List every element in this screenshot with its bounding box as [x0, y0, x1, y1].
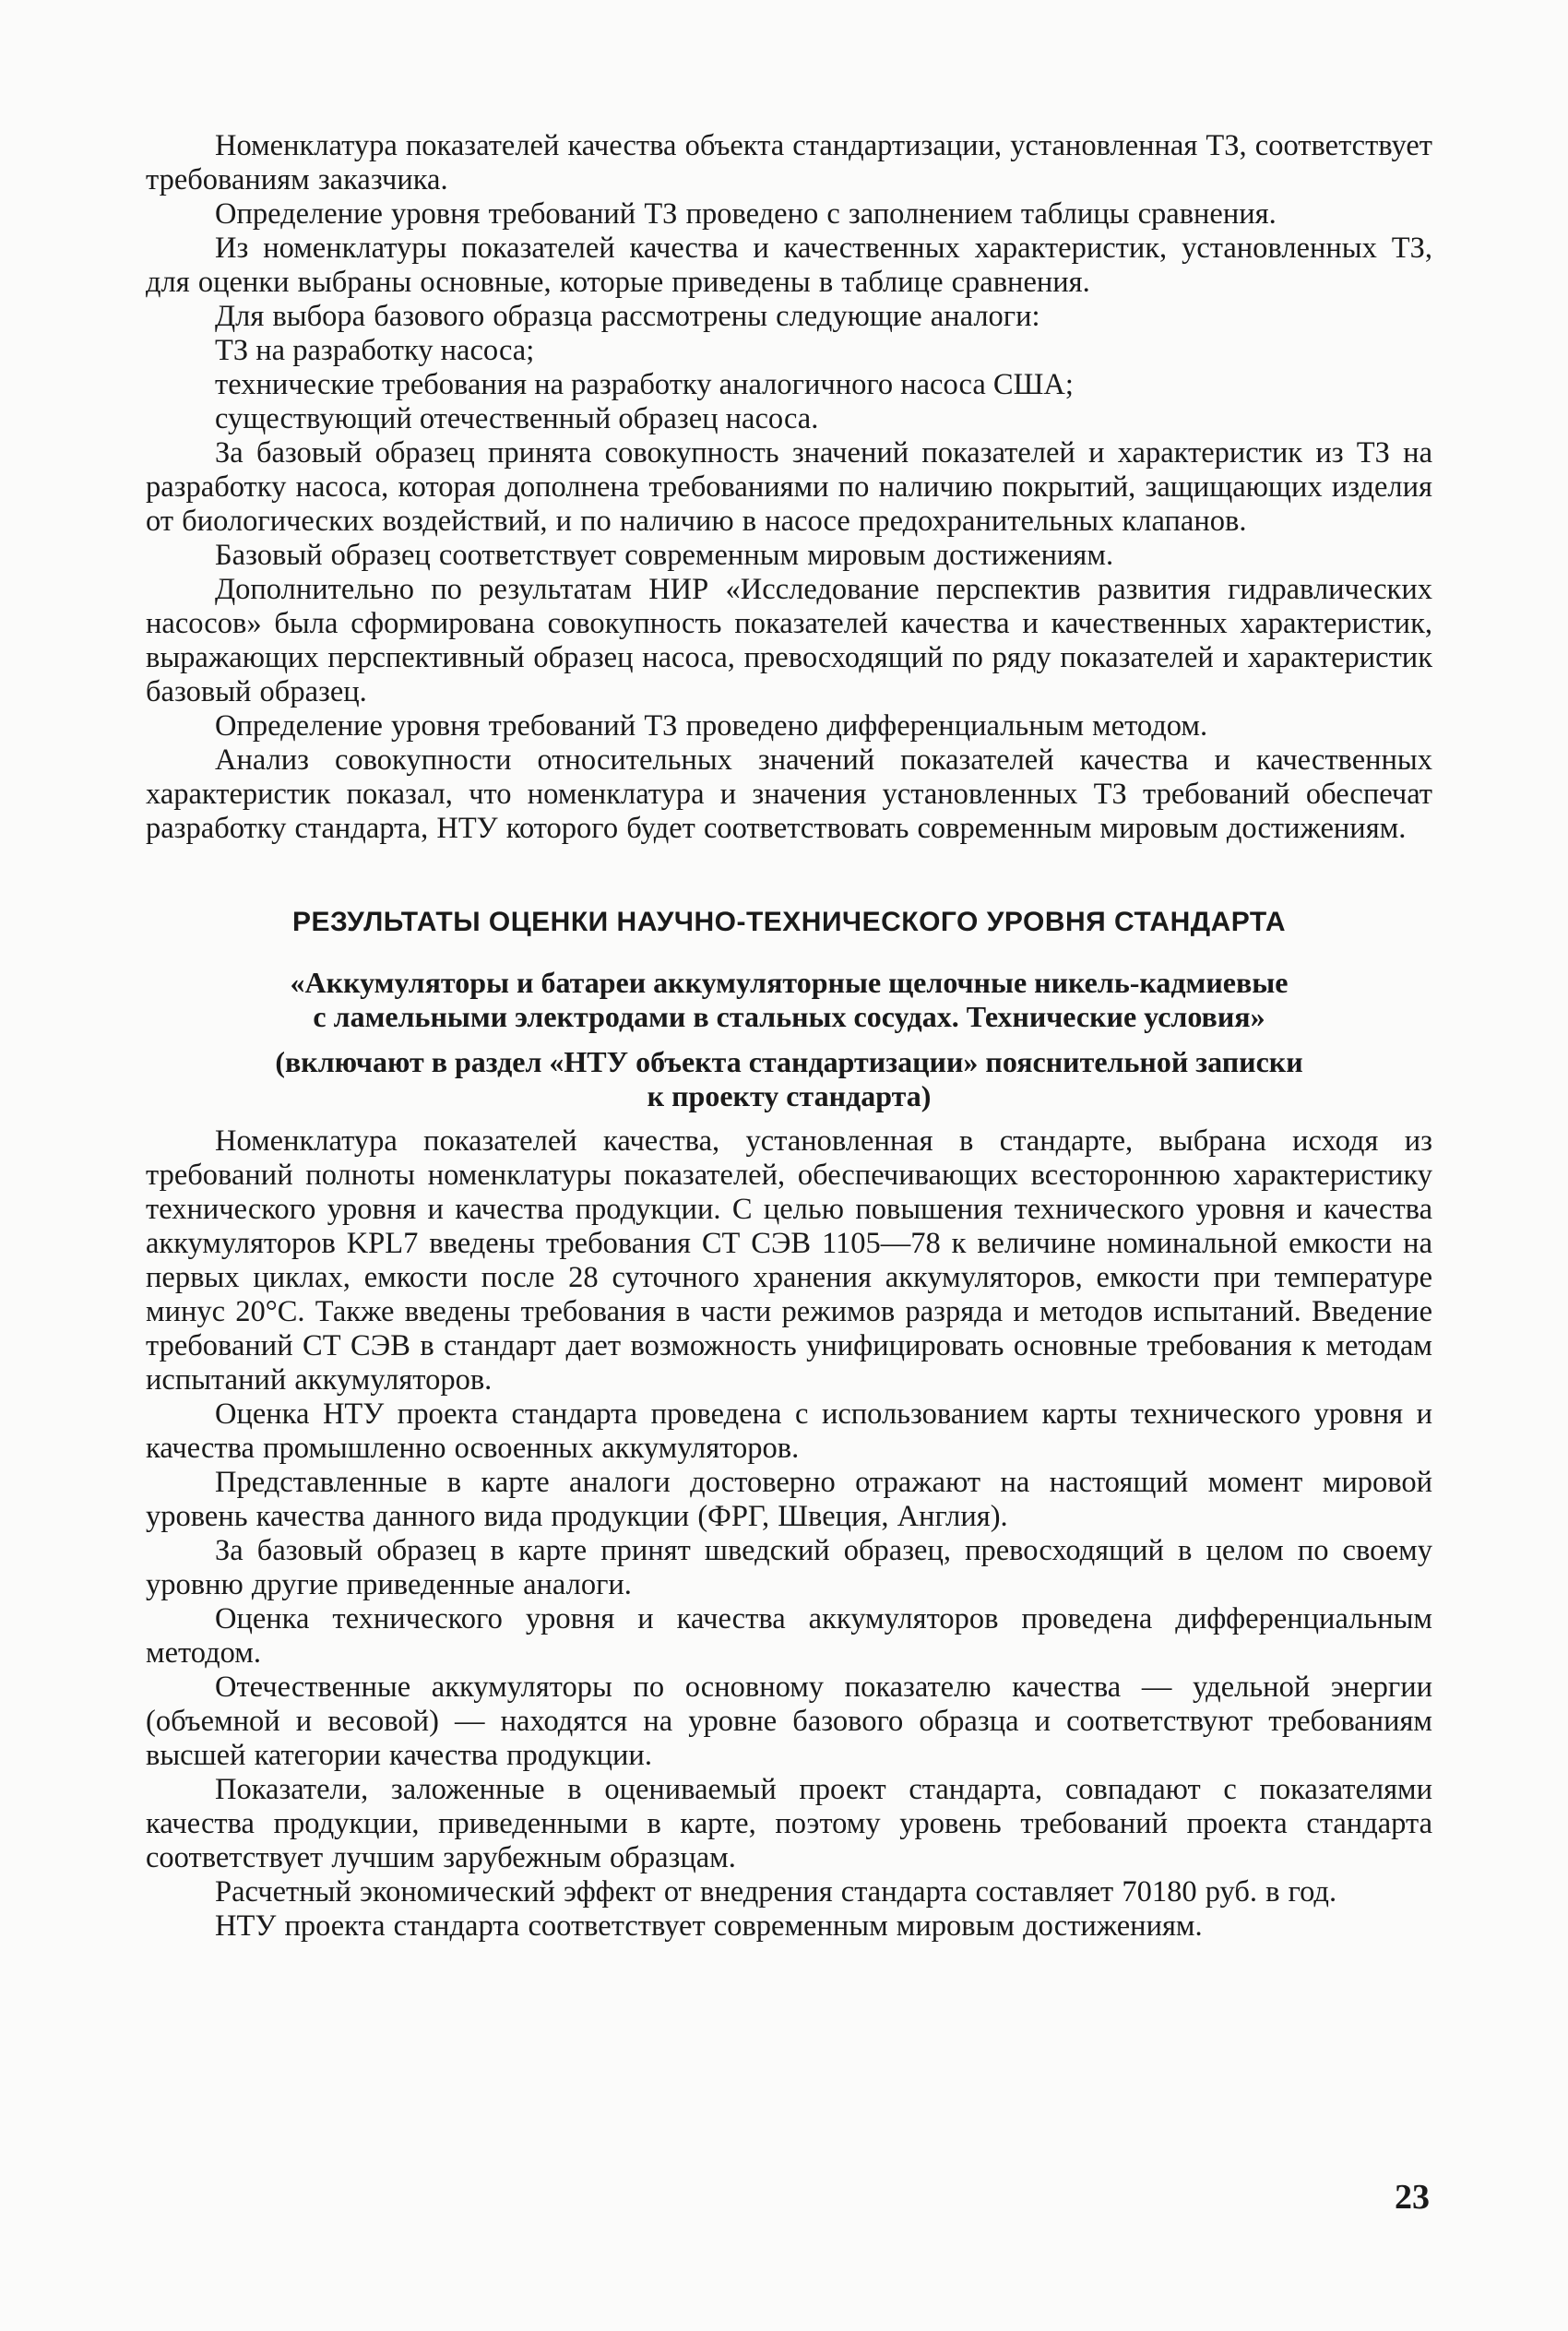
- paragraph: Представленные в карте аналоги достоверно отражают на настоящий момент мировой уровень качества данного вида продукции (ФРГ, Швеция, Англия).: [146, 1466, 1432, 1533]
- paragraph: За базовый образец в карте принят шведский образец, превосходящий в целом по своему уровню другие приведенные аналоги.: [146, 1534, 1432, 1601]
- paragraph: За базовый образец принята совокупность значений показателей и характеристик из ТЗ на разработку насоса, которая дополнена требованиями по наличию покрытий, защищающих изделия от биологических воздействий, и по наличию в насосе предохранительных клапанов.: [146, 436, 1432, 538]
- paragraph: Отечественные аккумуляторы по основному показателю качества — удельной энергии (объемной и весовой) — находятся на уровне базового образца и соответствуют требованиям высшей категории качества продукции.: [146, 1671, 1432, 1772]
- section-title: РЕЗУЛЬТАТЫ ОЦЕНКИ НАУЧНО-ТЕХНИЧЕСКОГО УРОВНЯ СТАНДАРТА: [292, 907, 1286, 937]
- paragraph: Дополнительно по результатам НИР «Исследование перспектив развития гидравлических насосов» была сформирована совокупность показателей качества и качественных характеристик, выражающих перспективный образец насоса, превосходящий по ряду показателей и характеристик базовый образец.: [146, 573, 1432, 708]
- paragraph: Анализ совокупности относительных значений показателей качества и качественных характеристик показал, что номенклатура и значения установленных ТЗ требований обеспечат разработку стандарта, НТУ которого будет соответствовать современным мировым достижениям.: [146, 743, 1432, 845]
- note-line: (включают в раздел «НТУ объекта стандартизации» пояснительной записки: [275, 1045, 1303, 1078]
- subtitle-line: «Аккумуляторы и батареи аккумуляторные щелочные никель-кадмиевые: [290, 966, 1289, 999]
- paragraph: Определение уровня требований ТЗ проведено дифференциальным методом.: [215, 709, 1208, 743]
- paragraph: Оценка НТУ проекта стандарта проведена с использованием карты технического уровня и качества промышленно освоенных аккумуляторов.: [146, 1397, 1432, 1465]
- paragraph: Показатели, заложенные в оцениваемый проект стандарта, совпадают с показателями качества продукции, приведенными в карте, поэтому уровень требований проекта стандарта соответствует лучшим зарубежным образцам.: [146, 1773, 1432, 1874]
- section-subtitle: [146, 966, 1432, 1034]
- note-line: к проекту стандарта): [647, 1079, 932, 1112]
- paragraph: Расчетный экономический эффект от внедрения стандарта составляет 70180 руб. в год.: [215, 1875, 1337, 1909]
- paragraph: Номенклатура показателей качества объекта стандартизации, установленная ТЗ, соответствует требованиям заказчика.: [146, 129, 1432, 196]
- list-item: ТЗ на разработку насоса;: [215, 334, 535, 367]
- paragraph: Оценка технического уровня и качества аккумуляторов проведена дифференциальным методом.: [146, 1602, 1432, 1670]
- list-item: существующий отечественный образец насоса.: [215, 402, 819, 435]
- paragraph: Определение уровня требований ТЗ проведено с заполнением таблицы сравнения.: [215, 197, 1277, 231]
- list-item: технические требования на разработку аналогичного насоса США;: [215, 368, 1074, 401]
- paragraph: Для выбора базового образца рассмотрены следующие аналоги:: [215, 300, 1040, 333]
- section-note: [146, 1045, 1432, 1113]
- subtitle-line: с ламельными электродами в стальных сосудах. Технические условия»: [313, 1000, 1265, 1033]
- paragraph: Номенклатура показателей качества, установленная в стандарте, выбрана исходя из требований полноты номенклатуры показателей, обеспечивающих всестороннюю характеристику технического уровня и качества продукции. С целью повышения технического уровня и качества аккумуляторов KPL7 введены требования СТ СЭВ 1105—78 к величине номинальной емкости на первых циклах, емкости после 28 суточного хранения аккумуляторов, емкости при температуре минус 20°С. Также введены требования в части режимов разряда и методов испытаний. Введение требований СТ СЭВ в стандарт дает возможность унифицировать основные требования к методам испытаний аккумуляторов.: [146, 1124, 1432, 1397]
- paragraph: НТУ проекта стандарта соответствует современным мировым достижениям.: [215, 1909, 1203, 1943]
- paragraph: Из номенклатуры показателей качества и качественных характеристик, установленных ТЗ, для оценки выбраны основные, которые приведены в таблице сравнения.: [146, 232, 1432, 299]
- page-number: 23: [1395, 2178, 1430, 2217]
- paragraph: Базовый образец соответствует современным мировым достижениям.: [215, 539, 1114, 572]
- page-content: [146, 129, 1432, 1944]
